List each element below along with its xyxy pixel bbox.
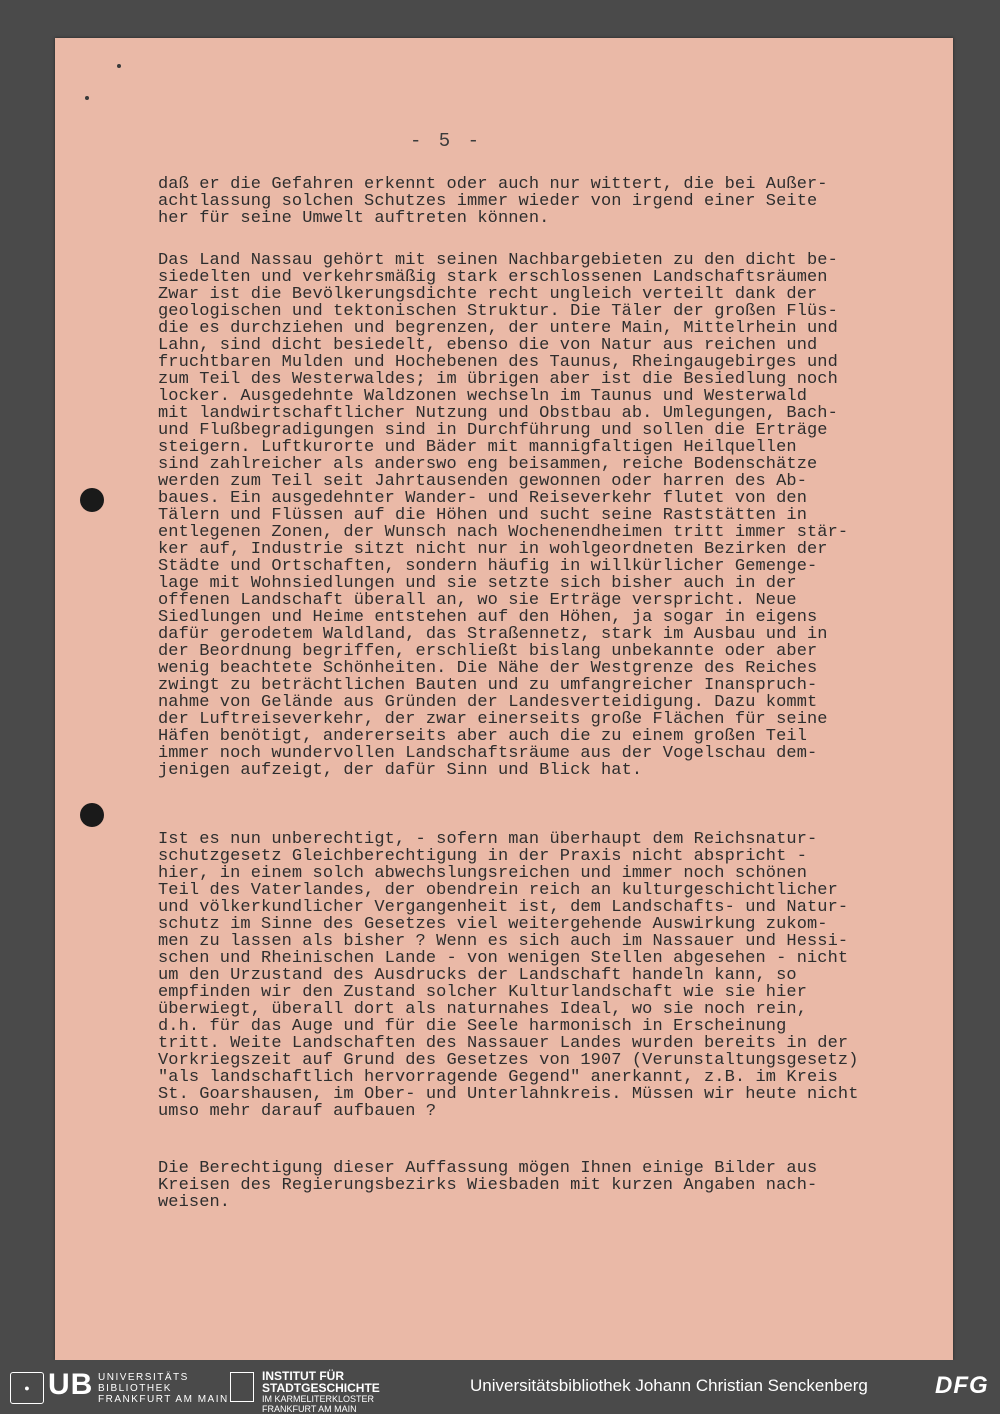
text-line: her für seine Umwelt auftreten können. xyxy=(158,209,550,228)
text-line: Siedlungen und Heime entstehen auf den Höhen, ja sogar in eigens xyxy=(158,608,818,627)
text-line: schen und Rheinischen Lande - von wenigen Stellen abgesehen - nicht xyxy=(158,949,849,968)
text-line: schutzgesetz Gleichberechtigung in der Praxis nicht abspricht - xyxy=(158,847,808,866)
text-line: um den Urzustand des Ausdrucks der Landschaft handeln kann, so xyxy=(158,966,797,985)
ifs-line: STADTGESCHICHTE xyxy=(262,1381,380,1395)
ub-line: FRANKFURT AM MAIN xyxy=(98,1394,229,1405)
text-line: die es durchziehen und begrenzen, der untere Main, Mittelrhein und xyxy=(158,319,838,338)
text-line: Die Berechtigung dieser Auffassung mögen Ihnen einige Bilder aus xyxy=(158,1159,818,1178)
text-line: daß er die Gefahren erkennt oder auch nur wittert, die bei Außer- xyxy=(158,175,828,194)
text-line: d.h. für das Auge und für die Seele harmonisch in Erscheinung xyxy=(158,1017,787,1036)
text-line: entlegenen Zonen, der Wunsch nach Wochenendheimen tritt immer stär- xyxy=(158,523,849,542)
text-line: Teil des Vaterlandes, der obendrein reich an kulturgeschichtlicher xyxy=(158,881,838,900)
text-line: Vorkriegszeit auf Grund des Gesetzes von 1907 (Verunstaltungsgesetz) xyxy=(158,1051,859,1070)
text-line: Lahn, sind dicht besiedelt, ebenso die von Natur aus reichen und xyxy=(158,336,818,355)
text-line: mit landwirtschaftlicher Nutzung und Obstbau ab. Umlegungen, Bach- xyxy=(158,404,838,423)
ub-line: BIBLIOTHEK xyxy=(98,1383,172,1394)
footer-bar xyxy=(0,1360,1000,1414)
text-line: "als landschaftlich hervorragende Gegend" anerkannt, z.B. im Kreis xyxy=(158,1068,838,1087)
text-line: St. Goarshausen, im Ober- und Unterlahnkreis. Müssen wir heute nicht xyxy=(158,1085,859,1104)
text-line: Städte und Ortschaften, sondern häufig in willkürlicher Gemenge- xyxy=(158,557,818,576)
text-line: sind zahlreicher als anderswo eng beisammen, reiche Bodenschätze xyxy=(158,455,818,474)
text-line: zum Teil des Westerwaldes; im übrigen aber ist die Besiedlung noch xyxy=(158,370,838,389)
library-name: Universitätsbibliothek Johann Christian Senckenberg xyxy=(470,1376,868,1395)
ifs-emblem-icon xyxy=(230,1372,254,1402)
text-line: offenen Landschaft überall an, wo sie Erträge verspricht. Neue xyxy=(158,591,797,610)
text-line: Tälern und Flüssen auf die Höhen und sucht seine Raststätten in xyxy=(158,506,808,525)
text-line: geologischen und tektonischen Struktur. Die Täler der großen Flüs- xyxy=(158,302,838,321)
text-line: wenig beachtete Schönheiten. Die Nähe der Westgrenze des Reiches xyxy=(158,659,818,678)
text-line: immer noch wundervollen Landschaftsräume aus der Vogelschau dem- xyxy=(158,744,818,763)
text-line: Ist es nun unberechtigt, - sofern man überhaupt dem Reichsnatur- xyxy=(158,830,818,849)
text-line: der Beordnung begriffen, erschließt bislang unbekannte oder aber xyxy=(158,642,818,661)
text-line: fruchtbaren Mulden und Hochebenen des Taunus, Rheingaugebirges und xyxy=(158,353,838,372)
page-number: - 5 - xyxy=(410,130,483,152)
paragraph-1 xyxy=(158,176,948,227)
text-line: Zwar ist die Bevölkerungsdichte recht ungleich verteilt dank der xyxy=(158,285,818,304)
paragraph-2 xyxy=(158,252,948,779)
ifs-line: IM KARMELITERKLOSTER xyxy=(262,1394,375,1404)
ub-logo-text xyxy=(98,1372,229,1405)
text-line: nahme von Gelände aus Gründen der Landesverteidigung. Dazu kommt xyxy=(158,693,818,712)
text-line: werden zum Teil seit Jahrtausenden gewonnen oder harren des Ab- xyxy=(158,472,808,491)
paper-speck xyxy=(85,96,89,100)
text-line: und Flußbegradigungen sind in Durchführung und sollen die Erträge xyxy=(158,421,828,440)
text-line: Häfen benötigt, andererseits aber auch die zu einem großen Teil xyxy=(158,727,808,746)
text-line: dafür gerodetem Waldland, das Straßennetz, stark im Ausbau und in xyxy=(158,625,828,644)
ub-logo-letters: UB xyxy=(48,1368,94,1401)
text-line: ker auf, Industrie sitzt nicht nur in wohlgeordneten Bezirken der xyxy=(158,540,828,559)
text-line: weisen. xyxy=(158,1193,231,1212)
text-line: Kreisen des Regierungsbezirks Wiesbaden mit kurzen Angaben nach- xyxy=(158,1176,818,1195)
text-line: umso mehr darauf aufbauen ? xyxy=(158,1102,437,1121)
ub-line: UNIVERSITÄTS xyxy=(98,1372,189,1383)
ifs-line: FRANKFURT AM MAIN xyxy=(262,1404,357,1414)
text-line: der Luftreiseverkehr, der zwar einerseits große Flächen für seine xyxy=(158,710,828,729)
text-line: locker. Ausgedehnte Waldzonen wechseln im Taunus und Westerwald xyxy=(158,387,808,406)
punch-hole xyxy=(80,488,104,512)
text-line: Das Land Nassau gehört mit seinen Nachbargebieten zu den dicht be- xyxy=(158,251,838,270)
text-line: achtlassung solchen Schutzes immer wieder von irgend einer Seite xyxy=(158,192,818,211)
dfg-logo: DFG xyxy=(935,1372,989,1399)
text-line: siedelten und verkehrsmäßig stark erschlossenen Landschaftsräumen xyxy=(158,268,828,287)
text-line: empfinden wir den Zustand solcher Kulturlandschaft wie sie hier xyxy=(158,983,808,1002)
text-line: überwiegt, überall dort als naturnahes Ideal, wo sie noch rein, xyxy=(158,1000,808,1019)
text-line: hier, in einem solch abwechslungsreichen und immer noch schönen xyxy=(158,864,808,883)
paper-speck xyxy=(117,64,121,68)
text-line: zwingt zu beträchtlichen Bauten und zu umfangreicher Inanspruch- xyxy=(158,676,818,695)
text-line: baues. Ein ausgedehnter Wander- und Reiseverkehr flutet von den xyxy=(158,489,808,508)
punch-hole xyxy=(80,803,104,827)
text-line: und völkerkundlicher Vergangenheit ist, dem Landschafts- und Natur- xyxy=(158,898,849,917)
text-line: steigern. Luftkurorte und Bäder mit mannigfaltigen Heilquellen xyxy=(158,438,797,457)
text-line: lage mit Wohnsiedlungen und sie setzte sich bisher auch in der xyxy=(158,574,797,593)
text-line: men zu lassen als bisher ? Wenn es sich auch im Nassauer und Hessi- xyxy=(158,932,849,951)
text-line: jenigen aufzeigt, der dafür Sinn und Blick hat. xyxy=(158,761,643,780)
text-line: schutz im Sinne des Gesetzes viel weitergehende Auswirkung zukom- xyxy=(158,915,828,934)
document-sheet xyxy=(55,38,953,1360)
text-line: tritt. Weite Landschaften des Nassauer Landes wurden bereits in der xyxy=(158,1034,849,1053)
paragraph-3 xyxy=(158,831,948,1120)
paragraph-4 xyxy=(158,1160,948,1211)
ub-emblem-icon: ● xyxy=(10,1372,44,1404)
ifs-line: INSTITUT FÜR xyxy=(262,1369,344,1383)
ifs-logo-text xyxy=(262,1370,380,1414)
